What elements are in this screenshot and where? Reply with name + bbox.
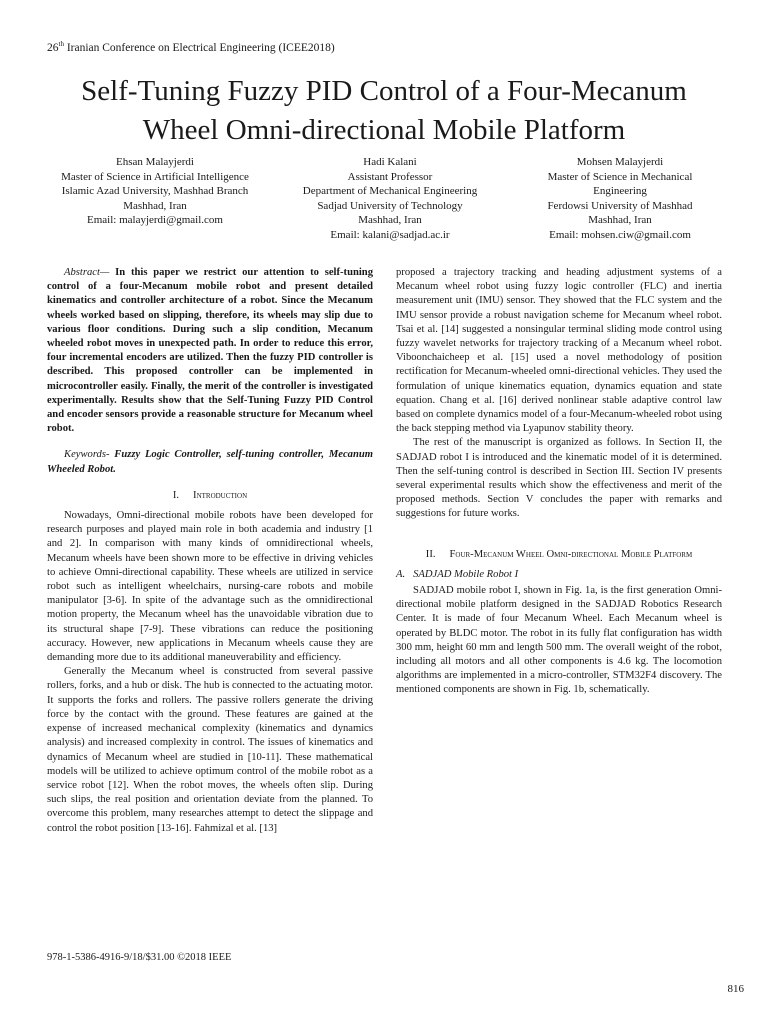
author-1-line: Master of Science in Artificial Intelligence [61,170,249,183]
abstract [47,266,373,436]
paragraph: proposed a trajectory tracking and heading adjustment systems of a Mecanum wheel robot using fuzzy logic controller (FLC) and inertia measurement unit (IMU) sensor. They showed that the FLC system and the IMU sensor provide a robust navigation scheme for Mecanum wheel robot. Tsai et al. [14] suggested a nonsingular terminal sliding mode control using fuzzy wavelet networks for trajectory tracking of a Mecanum wheel robot. Viboonchaicheep et al. [15] used a novel methodology of position rectification for Mecanum-wheeled omni-directional vehicles. They used the formulation of unique kinematics equation, dynamics equation and state equation. Chang et al. [16] derived nonlinear stable adaptive control law based on complete dynamics model of a four-Mecanum-wheeled robot using the back stepping method via Lyapunov stability theory. [396,267,722,435]
author-1-email: Email: malayjerdi@gmail.com [87,214,223,226]
page-number: 816 [727,983,744,995]
author-3-email: Email: mohsen.ciw@gmail.com [549,228,691,241]
author-3-line: Engineering [593,185,647,197]
paragraph: Generally the Mecanum wheel is constructed from several passive rollers, forks, and a hub or disk. The hub is connected to the actuating motor. It supports the forks and rollers. The passive rollers generate the driving force by the contact with the ground. These features are gained at the expense of increased mechanical complexity (kinematics and dynamics analysis) and increased complexity in control. The issues of kinematics and dynamics of Mecanum wheel are studied in [10-11]. These mathematical models will be utilized to achieve optimum control of the mobile robot as a service robot [12]. When the robot moves, the wheels often slip. During such slips, the real position and orientation deviate from the planned. To overcome this problem, many researches attempt to detect the slippage and control the robot position [13-16]. Fahmizal et al. [13] [47,666,373,834]
abstract-text: In this paper we restrict our attention to self-tuning control of a four-Mecanum mobile robot and present detailed kinematics and controller architecture of a robot. Since the Mecanum wheels worked based on slipping, therefore, its wheels may slip due to various floor conditions. During such a slip condition, Mecanum wheeled robot moves in unexpected path. In order to reduce this error, four incremental encoders are utilized. Then the fuzzy PID controller is described. This proposed controller can be implemented in microcontroller easily. Finally, the merit of the controller is investigated experimentally. Results show that the Self-Tuning Fuzzy PID Control and encoder sensors provide a reasonable structure for Mecanum wheel robot. [47,267,373,435]
paper-title [20,72,748,150]
paragraph: Nowadays, Omni-directional mobile robots have been developed for research purposes and played main role in both academia and industry [1 and 2]. In comparison with many kinds of omnidirectional wheels, Mecanum wheels have been shown more to be effective in driving vehicles to achieve Omni-directional capability. These wheels are utilized in service robot such as intelligent wheelchairs, nursing-care robots and mobile manipulator [3-6]. In spite of the advantage such as the omnidirectional motion property, the Mecanum wheel has the unavoidable vibration due to its structural shape [7-9]. These vibrations can reduce the positioning accuracy. However, new applications in Mecanum wheels cause they are demanding more due to its additional maneuverability and efficiency. [47,510,373,664]
section-heading-introduction [47,489,373,503]
author-3 [515,155,725,242]
conference-header [47,40,335,54]
author-2-line: Department of Mechanical Engineering [302,185,478,197]
author-2-line: Sadjad University of Technology [317,199,463,212]
author-2-line: Mashhad, Iran [358,214,422,226]
author-2-email: Email: kalani@sadjad.ac.ir [330,228,450,241]
author-1 [50,155,260,228]
copyright-footer: 978-1-5386-4916-9/18/$31.00 ©2018 IEEE [47,952,232,963]
paper-title-line-2: Wheel Omni-directional Mobile Platform [142,114,626,146]
section-title: Four-Mecanum Wheel Omni-directional Mobile Platform [449,548,693,560]
author-2 [285,155,495,242]
author-1-line: Islamic Azad University, Mashhad Branch [61,185,249,197]
author-3-line: Master of Science in Mechanical [547,170,693,183]
subsection-heading [396,568,722,582]
section-number: II. [425,548,436,560]
paper-title-line-1: Self-Tuning Fuzzy PID Control of a Four-Mecanum [81,75,687,107]
keywords-text: Fuzzy Logic Controller, self-tuning controller, Mecanum Wheeled Robot. [47,449,373,475]
right-column [396,266,722,698]
author-2-line: Assistant Professor [347,170,433,183]
section-heading-platform [396,548,722,562]
author-3-line: Mashhad, Iran [588,214,652,226]
abstract-label: Abstract— [64,267,110,278]
author-1-name: Ehsan Malayjerdi [116,156,194,168]
keywords-label: Keywords- [64,449,110,461]
left-column [47,266,373,836]
conference-ordinal-suffix: th [58,40,64,48]
author-3-line: Ferdowsi University of Mashhad [547,199,693,212]
keywords [47,448,373,476]
paragraph: SADJAD mobile robot I, shown in Fig. 1a, is the first generation Omni-directional mobile platform designed in the SADJAD Robotics Research Center. It is made of four Mecanum Wheel. Each Mecanum wheel is operated by BLDC motor. The robot in its fully flat configuration has width 300 mm, height 60 mm and length 500 mm. The overall weight of the robot, including all motors and all other components is 4.6 kg. The locomotion algorithms are implemented in a micro-controller, STM32F4 discovery. The mentioned components are shown in Fig. 1b, schematically. [396,585,722,696]
paragraph: The rest of the manuscript is organized as follows. In Section II, the SADJAD robot I is introduced and the kinematic model of it is determined. Then the self-tuning control is described in Section III. Section IV presents several experimental results which show the effectiveness and merit of the proposed methods. Section V concludes the paper with remarks and suggestions for future works. [396,437,722,520]
section-title: Introduction [193,489,248,501]
subsection-number: A. [396,568,406,580]
conference-ordinal: 26 [47,41,59,54]
author-1-line: Mashhad, Iran [123,199,187,212]
section-number: I. [172,489,180,501]
author-2-name: Hadi Kalani [363,156,417,168]
subsection-title: SADJAD Mobile Robot I [413,568,519,580]
author-3-name: Mohsen Malayjerdi [576,156,664,168]
conference-name: Iranian Conference on Electrical Engineering (ICEE2018) [63,41,335,54]
